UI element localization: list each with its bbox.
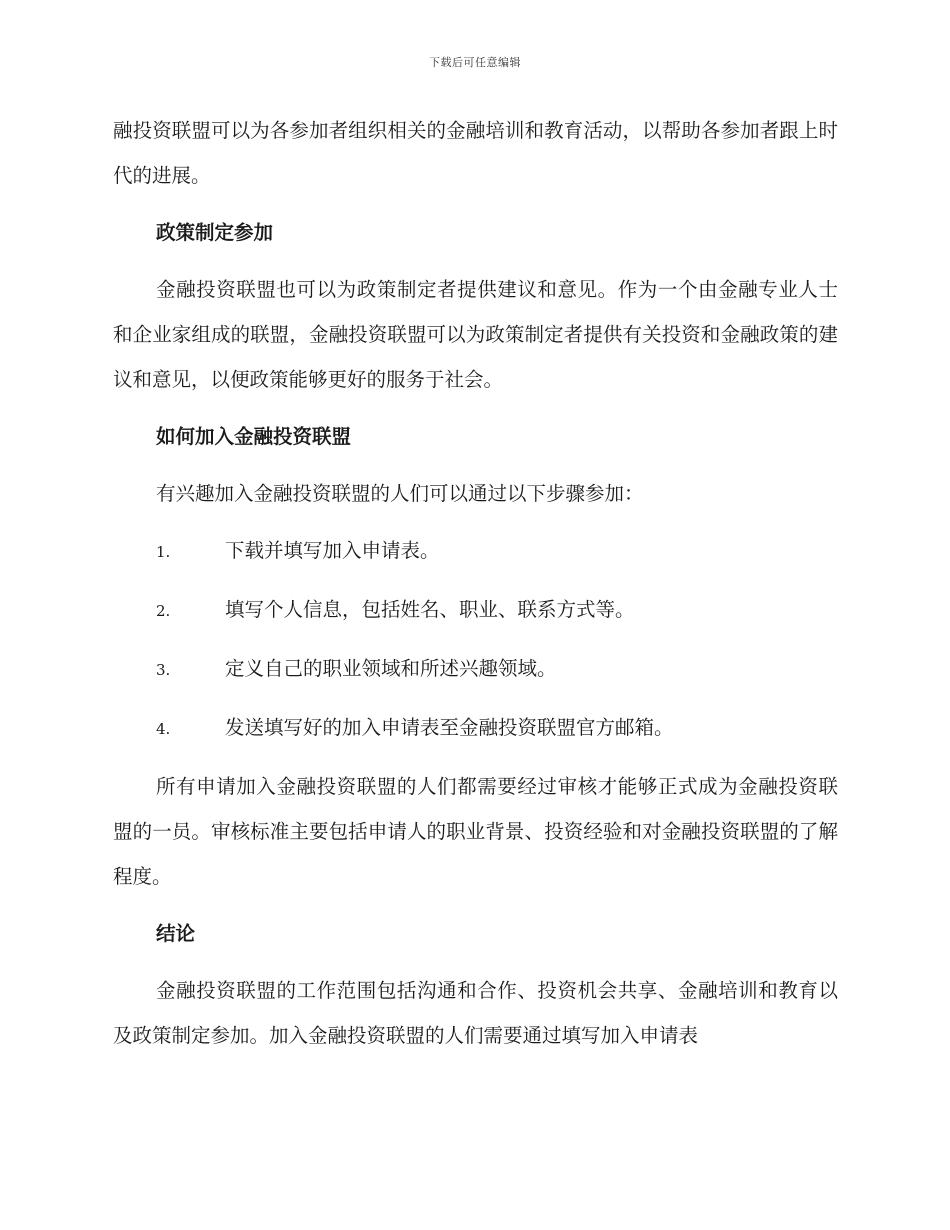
conclusion-paragraph: 金融投资联盟的工作范围包括沟通和合作、投资机会共享、金融培训和教育以及政策制定参加。加入金融投资联盟的人们需要通过填写加入申请表 (113, 979, 838, 1047)
list-item-text: 发送填写好的加入申请表至金融投资联盟官方邮箱。 (225, 716, 674, 739)
join-intro-paragraph: 有兴趣加入金融投资联盟的人们可以通过以下步骤参加： (156, 482, 644, 505)
list-item-number: 1. (156, 543, 171, 561)
list-item (113, 528, 838, 575)
section-heading-join: 如何加入金融投资联盟 (156, 425, 352, 448)
section-heading-conclusion: 结论 (156, 922, 196, 945)
list-item (113, 705, 838, 752)
document-body (113, 108, 838, 1070)
page-header: 下载后可任意编辑 (429, 56, 521, 69)
policy-paragraph: 金融投资联盟也可以为政策制定者提供建议和意见。作为一个由金融专业人士和企业家组成的联盟，金融投资联盟可以为政策制定者提供有关投资和金融政策的建议和意见，以便政策能够更好的服务于社会。 (113, 278, 838, 391)
list-item (113, 646, 838, 693)
list-item-number: 3. (156, 661, 171, 679)
list-item-text: 定义自己的职业领域和所述兴趣领域。 (225, 657, 557, 680)
list-item-text: 下载并填写加入申请表。 (225, 539, 440, 562)
section-heading-policy: 政策制定参加 (156, 221, 274, 244)
list-item-number: 2. (156, 602, 171, 620)
review-paragraph: 所有申请加入金融投资联盟的人们都需要经过审核才能够正式成为金融投资联盟的一员。审核标准主要包括申请人的职业背景、投资经验和对金融投资联盟的了解程度。 (113, 775, 838, 888)
list-item-text: 填写个人信息，包括姓名、职业、联系方式等。 (225, 598, 635, 621)
list-item (113, 587, 838, 634)
intro-paragraph: 融投资联盟可以为各参加者组织相关的金融培训和教育活动，以帮助各参加者跟上时代的进展。 (113, 119, 838, 187)
join-steps-list (113, 528, 838, 752)
list-item-number: 4. (156, 720, 171, 738)
